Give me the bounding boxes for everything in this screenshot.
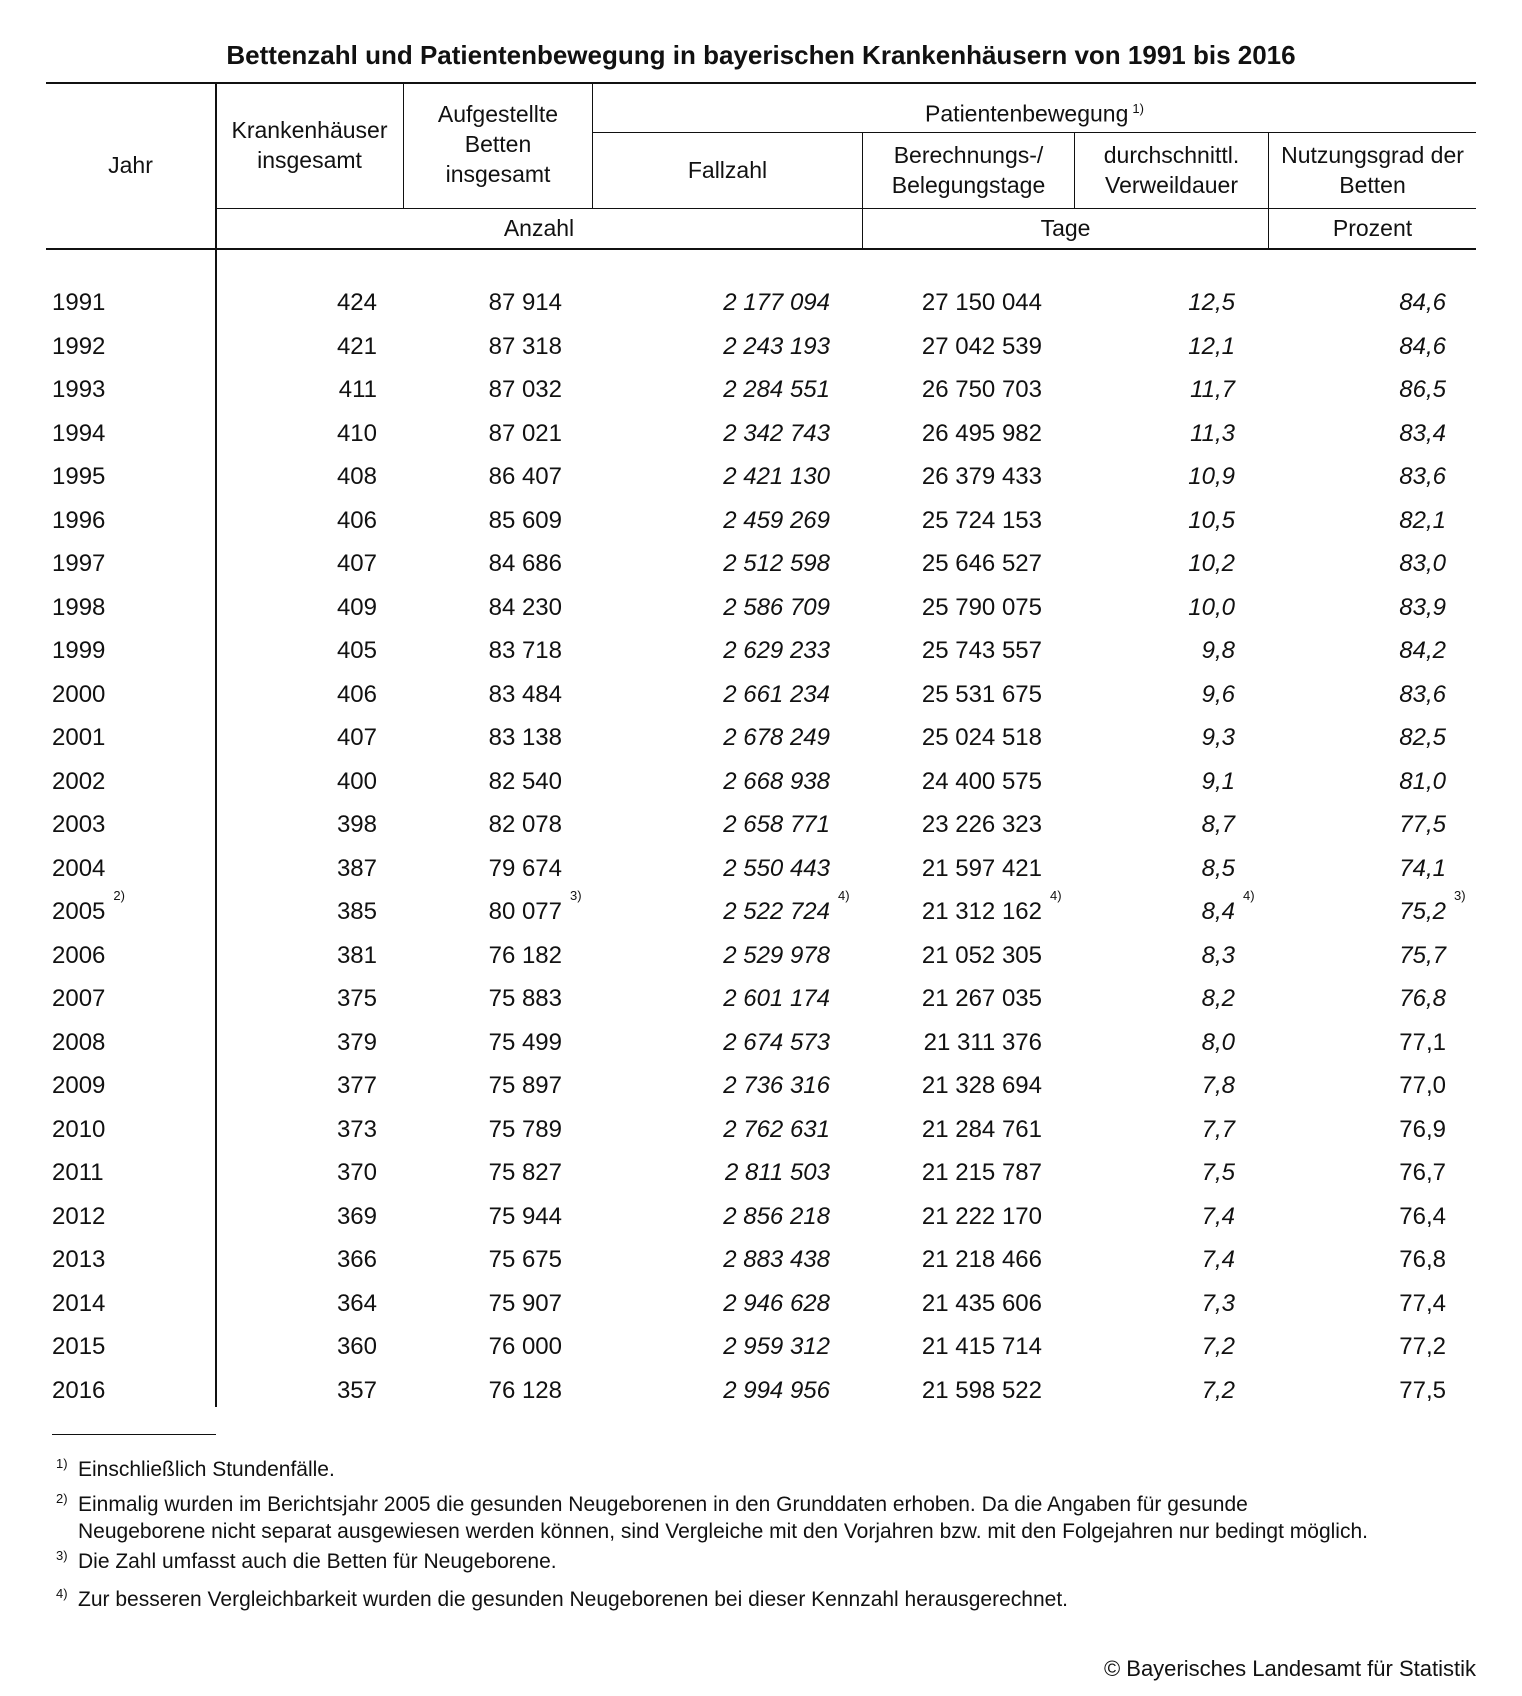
cell-nutz: 84,6 xyxy=(1399,289,1446,316)
cell-jahr: 1995 xyxy=(52,463,106,490)
cell-tage: 25 531 675 xyxy=(921,681,1042,708)
cell-nutz: 77,4 xyxy=(1399,1290,1446,1317)
copyright: © Bayerisches Landesamt für Statistik xyxy=(1103,1656,1476,1681)
cell-fall: 2 421 130 xyxy=(723,463,830,490)
footnote-text: Einschließlich Stundenfälle. xyxy=(78,1458,335,1481)
cell-tage: 21 328 694 xyxy=(921,1072,1042,1099)
header-nutzungsgrad: Nutzungsgrad der Betten xyxy=(1281,142,1464,198)
header-unit-rule xyxy=(215,208,1476,209)
cell-verweil: 8,3 xyxy=(1201,942,1235,969)
cell-tage: 26 495 982 xyxy=(921,420,1042,447)
footnote-ref: 4) xyxy=(1243,888,1255,903)
cell-jahr: 1998 xyxy=(52,594,106,621)
cell-tage: 21 435 606 xyxy=(921,1290,1042,1317)
cell-fall: 2 243 193 xyxy=(723,333,830,360)
cell-kh: 379 xyxy=(336,1029,377,1056)
cell-nutz: 77,0 xyxy=(1399,1072,1446,1099)
cell-betten: 75 789 xyxy=(488,1116,562,1143)
cell-fall: 2 883 438 xyxy=(723,1246,830,1273)
cell-kh: 375 xyxy=(336,985,377,1012)
cell-kh: 400 xyxy=(336,768,377,795)
cell-kh: 405 xyxy=(336,637,377,664)
cell-kh: 398 xyxy=(336,811,377,838)
cell-kh: 369 xyxy=(336,1203,377,1230)
cell-tage: 26 750 703 xyxy=(921,376,1042,403)
cell-fall: 2 946 628 xyxy=(723,1290,830,1317)
header-jahr: Jahr xyxy=(108,152,153,178)
cell-verweil: 10,0 xyxy=(1188,594,1235,621)
year-column-rule xyxy=(215,82,217,1407)
cell-tage: 26 379 433 xyxy=(921,463,1042,490)
cell-kh: 366 xyxy=(336,1246,377,1273)
cell-nutz: 82,1 xyxy=(1399,507,1446,534)
cell-jahr: 2014 xyxy=(52,1290,106,1317)
cell-betten: 83 138 xyxy=(488,724,562,751)
cell-verweil: 7,2 xyxy=(1201,1377,1235,1404)
cell-kh: 411 xyxy=(338,376,377,403)
cell-nutz: 77,5 xyxy=(1399,811,1446,838)
footnote xyxy=(56,1485,1496,1545)
footnote-text: Einmalig wurden im Berichtsjahr 2005 die gesunden Neugeborenen in den Grunddaten erhoben. Da die Angaben für gesunde xyxy=(78,1493,1248,1516)
header-verweildauer: durchschnittl. Verweildauer xyxy=(1103,142,1240,198)
cell-fall: 2 959 312 xyxy=(723,1333,830,1360)
cell-verweil: 9,6 xyxy=(1201,681,1235,708)
unit-anzahl: Anzahl xyxy=(503,215,575,241)
cell-fall: 2 678 249 xyxy=(723,724,830,751)
footnote-text: Neugeborene nicht separat ausgewiesen werden können, sind Vergleiche mit den Vorjahren bzw. mit den Folgejahren nur bedingt möglich. xyxy=(78,1520,1368,1543)
footnote-mark: 1) xyxy=(56,1456,68,1471)
footnote xyxy=(56,1580,1496,1613)
cell-tage: 21 222 170 xyxy=(921,1203,1042,1230)
cell-kh: 373 xyxy=(336,1116,377,1143)
cell-tage: 21 312 162 4) xyxy=(921,888,1062,925)
unit-prozent: Prozent xyxy=(1332,215,1413,241)
cell-betten: 75 499 xyxy=(488,1029,562,1056)
cell-tage: 25 646 527 xyxy=(921,550,1042,577)
footnote-ref: 1) xyxy=(1132,101,1144,116)
cell-verweil: 7,7 xyxy=(1201,1116,1235,1143)
cell-jahr: 2006 xyxy=(52,942,106,969)
cell-kh: 410 xyxy=(336,420,377,447)
cell-nutz: 74,1 xyxy=(1399,855,1446,882)
cell-nutz: 83,4 xyxy=(1399,420,1446,447)
cell-jahr: 1993 xyxy=(52,376,106,403)
cell-kh: 357 xyxy=(336,1377,377,1404)
footnote-mark: 2) xyxy=(56,1491,68,1506)
cell-jahr: 2016 xyxy=(52,1377,106,1404)
cell-fall: 2 550 443 xyxy=(723,855,830,882)
cell-jahr: 2010 xyxy=(52,1116,106,1143)
cell-betten: 85 609 xyxy=(488,507,562,534)
cell-fall: 2 342 743 xyxy=(723,420,830,447)
cell-fall: 2 736 316 xyxy=(723,1072,830,1099)
cell-nutz: 75,7 xyxy=(1399,942,1446,969)
cell-tage: 21 218 466 xyxy=(921,1246,1042,1273)
cell-fall: 2 856 218 xyxy=(723,1203,830,1230)
header-berechnungstage: Berechnungs-/ Belegungstage xyxy=(891,142,1046,198)
footnote xyxy=(56,1542,1496,1575)
cell-betten: 75 827 xyxy=(488,1159,562,1186)
cell-kh: 370 xyxy=(336,1159,377,1186)
cell-jahr: 1997 xyxy=(52,550,106,577)
cell-nutz: 76,4 xyxy=(1399,1203,1446,1230)
footnote xyxy=(56,1450,1496,1483)
cell-betten: 76 128 xyxy=(488,1377,562,1404)
cell-nutz: 75,2 3) xyxy=(1399,888,1466,925)
header-bottom-rule xyxy=(46,248,1476,250)
cell-nutz: 83,6 xyxy=(1399,463,1446,490)
cell-jahr: 2005 2) xyxy=(52,888,125,925)
cell-verweil: 10,9 xyxy=(1188,463,1235,490)
cell-verweil: 12,1 xyxy=(1188,333,1235,360)
cell-nutz: 77,1 xyxy=(1399,1029,1446,1056)
cell-fall: 2 512 598 xyxy=(723,550,830,577)
cell-jahr: 1999 xyxy=(52,637,106,664)
cell-tage: 21 267 035 xyxy=(921,985,1042,1012)
cell-verweil: 8,5 xyxy=(1201,855,1235,882)
cell-kh: 385 xyxy=(336,898,377,925)
footnote-text: Die Zahl umfasst auch die Betten für Neugeborene. xyxy=(78,1550,557,1573)
footnote-mark: 4) xyxy=(56,1586,68,1601)
cell-betten: 87 914 xyxy=(488,289,562,316)
cell-verweil: 7,4 xyxy=(1201,1246,1235,1273)
footnote-divider xyxy=(52,1434,216,1435)
cell-kh: 407 xyxy=(336,724,377,751)
cell-nutz: 77,2 xyxy=(1399,1333,1446,1360)
cell-betten: 84 230 xyxy=(488,594,562,621)
cell-betten: 87 318 xyxy=(488,333,562,360)
cell-betten: 84 686 xyxy=(488,550,562,577)
cell-tage: 25 790 075 xyxy=(921,594,1042,621)
cell-jahr: 2002 xyxy=(52,768,106,795)
cell-fall: 2 674 573 xyxy=(723,1029,830,1056)
footnote-text: Zur besseren Vergleichbarkeit wurden die gesunden Neugeborenen bei dieser Kennzahl herausgerechnet. xyxy=(78,1588,1068,1611)
cell-tage: 24 400 575 xyxy=(921,768,1042,795)
cell-nutz: 81,0 xyxy=(1399,768,1446,795)
cell-tage: 21 284 761 xyxy=(921,1116,1042,1143)
cell-fall: 2 529 978 xyxy=(723,942,830,969)
cell-tage: 21 415 714 xyxy=(921,1333,1042,1360)
cell-betten: 83 484 xyxy=(488,681,562,708)
cell-jahr: 2000 xyxy=(52,681,106,708)
cell-verweil: 12,5 xyxy=(1188,289,1235,316)
cell-jahr: 2015 xyxy=(52,1333,106,1360)
cell-nutz: 76,7 xyxy=(1399,1159,1446,1186)
cell-jahr: 1996 xyxy=(52,507,106,534)
cell-tage: 21 215 787 xyxy=(921,1159,1042,1186)
cell-fall: 2 811 503 xyxy=(725,1159,830,1186)
cell-nutz: 83,6 xyxy=(1399,681,1446,708)
cell-betten: 76 182 xyxy=(488,942,562,969)
cell-fall: 2 177 094 xyxy=(723,289,830,316)
cell-kh: 377 xyxy=(336,1072,377,1099)
cell-tage: 27 042 539 xyxy=(921,333,1042,360)
cell-verweil: 10,2 xyxy=(1188,550,1235,577)
cell-kh: 407 xyxy=(336,550,377,577)
cell-tage: 21 597 421 xyxy=(921,855,1042,882)
footnote-ref: 4) xyxy=(1050,888,1062,903)
cell-betten: 87 021 xyxy=(488,420,562,447)
cell-verweil: 8,4 4) xyxy=(1201,888,1255,925)
cell-betten: 86 407 xyxy=(488,463,562,490)
cell-kh: 360 xyxy=(336,1333,377,1360)
footnote-ref: 3) xyxy=(570,888,582,903)
header-betten: Aufgestellte Betten insgesamt xyxy=(437,101,559,187)
patientenbewegung-rule xyxy=(593,132,1476,133)
cell-nutz: 76,9 xyxy=(1399,1116,1446,1143)
cell-verweil: 8,0 xyxy=(1201,1029,1235,1056)
cell-nutz: 76,8 xyxy=(1399,985,1446,1012)
cell-tage: 21 052 305 xyxy=(921,942,1042,969)
cell-verweil: 7,3 xyxy=(1201,1290,1235,1317)
cell-tage: 25 024 518 xyxy=(921,724,1042,751)
cell-jahr: 2003 xyxy=(52,811,106,838)
cell-verweil: 7,8 xyxy=(1201,1072,1235,1099)
cell-betten: 87 032 xyxy=(488,376,562,403)
cell-fall: 2 284 551 xyxy=(723,376,830,403)
cell-betten: 75 897 xyxy=(488,1072,562,1099)
cell-fall: 2 658 771 xyxy=(723,811,830,838)
cell-nutz: 84,2 xyxy=(1399,637,1446,664)
cell-tage: 23 226 323 xyxy=(921,811,1042,838)
cell-jahr: 1991 xyxy=(52,289,106,316)
cell-jahr: 2013 xyxy=(52,1246,106,1273)
cell-verweil: 7,2 xyxy=(1201,1333,1235,1360)
cell-betten: 75 675 xyxy=(488,1246,562,1273)
footnote-ref: 4) xyxy=(838,888,850,903)
cell-nutz: 77,5 xyxy=(1399,1377,1446,1404)
footnote-ref: 3) xyxy=(1454,888,1466,903)
cell-jahr: 2009 xyxy=(52,1072,106,1099)
cell-betten: 80 077 3) xyxy=(488,888,582,925)
cell-jahr: 2008 xyxy=(52,1029,106,1056)
cell-verweil: 7,4 xyxy=(1201,1203,1235,1230)
cell-nutz: 83,0 xyxy=(1399,550,1446,577)
cell-betten: 79 674 xyxy=(488,855,562,882)
cell-kh: 387 xyxy=(336,855,377,882)
table-top-rule xyxy=(46,82,1476,84)
cell-kh: 424 xyxy=(336,289,377,316)
cell-kh: 421 xyxy=(336,333,377,360)
cell-tage: 25 724 153 xyxy=(921,507,1042,534)
cell-nutz: 86,5 xyxy=(1399,376,1446,403)
cell-betten: 82 540 xyxy=(488,768,562,795)
cell-fall: 2 522 724 4) xyxy=(723,888,850,925)
page-title: Bettenzahl und Patientenbewegung in bayerischen Krankenhäusern von 1991 bis 2016 xyxy=(226,40,1296,70)
cell-kh: 406 xyxy=(336,507,377,534)
cell-fall: 2 601 174 xyxy=(723,985,830,1012)
cell-fall: 2 586 709 xyxy=(723,594,830,621)
cell-betten: 83 718 xyxy=(488,637,562,664)
cell-verweil: 8,2 xyxy=(1201,985,1235,1012)
cell-tage: 25 743 557 xyxy=(921,637,1042,664)
cell-betten: 75 907 xyxy=(488,1290,562,1317)
cell-betten: 75 944 xyxy=(488,1203,562,1230)
cell-verweil: 10,5 xyxy=(1188,507,1235,534)
cell-jahr: 2011 xyxy=(52,1159,104,1186)
cell-verweil: 8,7 xyxy=(1201,811,1235,838)
cell-kh: 408 xyxy=(336,463,377,490)
cell-tage: 21 598 522 xyxy=(921,1377,1042,1404)
cell-fall: 2 459 269 xyxy=(723,507,830,534)
cell-verweil: 9,3 xyxy=(1201,724,1235,751)
unit-tage: Tage xyxy=(1040,215,1091,241)
cell-jahr: 1994 xyxy=(52,420,106,447)
cell-verweil: 11,7 xyxy=(1190,376,1235,403)
cell-tage: 21 311 376 xyxy=(923,1029,1042,1056)
cell-jahr: 2007 xyxy=(52,985,106,1012)
cell-nutz: 84,6 xyxy=(1399,333,1446,360)
cell-nutz: 83,9 xyxy=(1399,594,1446,621)
cell-verweil: 11,3 xyxy=(1190,420,1235,447)
header-fallzahl: Fallzahl xyxy=(687,157,768,183)
cell-jahr: 1992 xyxy=(52,333,106,360)
cell-fall: 2 661 234 xyxy=(723,681,830,708)
cell-nutz: 76,8 xyxy=(1399,1246,1446,1273)
header-patientenbewegung: Patientenbewegung $^{1)}$ xyxy=(925,100,1144,127)
cell-verweil: 9,8 xyxy=(1201,637,1235,664)
cell-kh: 406 xyxy=(336,681,377,708)
cell-jahr: 2004 xyxy=(52,855,106,882)
header-krankenhaeuser: Krankenhäuser insgesamt xyxy=(231,117,388,173)
footnote-mark: 3) xyxy=(56,1548,68,1563)
cell-betten: 75 883 xyxy=(488,985,562,1012)
cell-kh: 364 xyxy=(336,1290,377,1317)
cell-kh: 381 xyxy=(336,942,377,969)
cell-fall: 2 762 631 xyxy=(723,1116,830,1143)
cell-betten: 76 000 xyxy=(488,1333,562,1360)
cell-jahr: 2001 xyxy=(52,724,106,751)
cell-verweil: 7,5 xyxy=(1201,1159,1235,1186)
cell-fall: 2 629 233 xyxy=(723,637,830,664)
cell-nutz: 82,5 xyxy=(1399,724,1446,751)
cell-fall: 2 668 938 xyxy=(723,768,830,795)
footnote-ref: 2) xyxy=(113,888,125,903)
cell-tage: 27 150 044 xyxy=(921,289,1042,316)
cell-kh: 409 xyxy=(336,594,377,621)
cell-betten: 82 078 xyxy=(488,811,562,838)
cell-fall: 2 994 956 xyxy=(723,1377,830,1404)
cell-verweil: 9,1 xyxy=(1201,768,1235,795)
cell-jahr: 2012 xyxy=(52,1203,106,1230)
